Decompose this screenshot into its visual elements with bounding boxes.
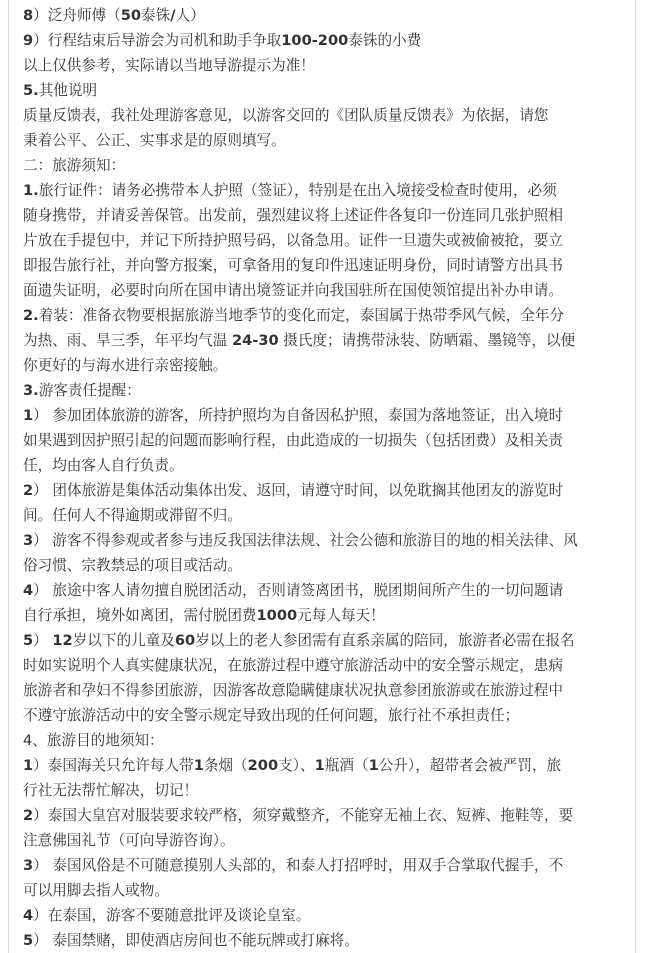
text-line: [23, 628, 627, 653]
text-line: [23, 753, 627, 778]
bold-text: 100-200: [281, 32, 349, 49]
text-line: [23, 453, 627, 478]
text-line: [23, 803, 627, 828]
text-span: 时如实说明个人真实健康状况，在旅游过程中遵守旅游活动中的安全警示规定，患病: [23, 657, 563, 674]
text-span: 任，均由客人自行负责。: [23, 457, 184, 474]
text-span: 你更好的与海水进行亲密接触。: [23, 357, 228, 374]
text-line: [23, 228, 627, 253]
text-line: [23, 353, 627, 378]
text-span: 岁以下的儿童及: [72, 632, 175, 649]
text-span: 二：旅游须知：: [23, 157, 126, 174]
text-span: 旅行证件：请务必携带本人护照（签证），特别是在出入境接受检查时使用，必须: [38, 182, 557, 199]
text-line: [23, 653, 627, 678]
text-span: 泰铢: [141, 7, 171, 24]
text-span: ）泛舟师傅（: [33, 7, 121, 24]
document-page: [8, 0, 636, 953]
text-line: [23, 578, 627, 603]
bold-text: /: [170, 7, 176, 24]
bold-text: 4: [23, 582, 34, 599]
text-span: 间。任何人不得逾期或滞留不归。: [23, 507, 242, 524]
text-span: 注意佛国礼节（可向导游咨询）。: [23, 832, 235, 849]
text-line: [23, 878, 627, 903]
bold-text: 2.: [23, 307, 39, 324]
text-span: 公升），超带者会被严罚，旅: [378, 757, 562, 774]
text-line: [23, 828, 627, 853]
text-line: [23, 128, 627, 153]
bold-text: 3: [23, 532, 34, 549]
text-line: [23, 203, 627, 228]
text-span: 面遗失证明，必要时向所在国申请出境签证并向我国驻所在国使领馆提出补办申请。: [23, 282, 563, 299]
text-span: 不遵守旅游活动中的安全警示规定导致出现的任何问题，旅行社不承担责任；: [23, 707, 520, 724]
bold-text: 1: [23, 407, 34, 424]
text-span: 随身携带，并请妥善保管。出发前，强烈建议将上述证件各复印一份连同几张护照相: [23, 207, 563, 224]
text-span: 质量反馈表，我社处理游客意见，以游客交回的《团队质量反馈表》为依据，请您: [23, 107, 549, 124]
bold-text: 8: [23, 7, 34, 24]
text-line: [23, 778, 627, 803]
text-span: 为热、雨、旱三季，年平均气温: [23, 332, 232, 349]
text-span: 以上仅供参考，实际请以当地导游提示为准！: [23, 57, 315, 74]
text-span: 4、旅游目的地须知：: [23, 732, 164, 749]
text-line: [23, 378, 627, 403]
text-line: [23, 603, 627, 628]
text-span: 瓶酒（: [324, 757, 369, 774]
text-line: [23, 253, 627, 278]
bold-text: 1: [23, 757, 34, 774]
text-line: [23, 53, 627, 78]
text-line: [23, 553, 627, 578]
text-span: 人）: [175, 7, 205, 24]
text-line: [23, 28, 627, 53]
bold-text: 24-30: [231, 332, 279, 349]
text-span: ）泰国大皇宫对服装要求较严格，须穿戴整齐，不能穿无袖上衣、短裤、拖鞋等，要: [33, 807, 574, 824]
text-span: 游客责任提醒：: [38, 382, 141, 399]
bold-text: 60: [174, 632, 196, 649]
text-span: 自行承担，境外如离团，需付脱团费: [23, 607, 257, 624]
text-span: 摄氏度；请携带泳装、防晒霜、墨镜等，以便: [278, 332, 576, 349]
text-line: [23, 153, 627, 178]
text-span: 片放在手提包中，并记下所持护照号码，以备急用。证件一旦遗失或被偷被抢，要立: [23, 232, 563, 249]
bold-text: 1000: [256, 607, 298, 624]
text-line: [23, 3, 627, 28]
text-line: [23, 78, 627, 103]
text-span: ） 团体旅游是集体活动集体出发、返回，请遵守时间，以免耽搁其他团友的游览时: [33, 482, 564, 499]
text-span: ） 游客不得参观或者参与违反我国法律法规、社会公德和旅游目的地的相关法律、风: [33, 532, 578, 549]
bold-text: 1: [193, 757, 204, 774]
bold-text: 5.: [23, 82, 39, 99]
text-span: ）泰国海关只允许每人带: [33, 757, 194, 774]
text-span: 秉着公平、公正、实事求是的原则填写。: [23, 132, 286, 149]
text-line: [23, 103, 627, 128]
text-line: [23, 478, 627, 503]
text-line: [23, 403, 627, 428]
bold-text: 2: [23, 482, 34, 499]
bold-text: 9: [23, 32, 34, 49]
bold-text: 5: [23, 632, 34, 649]
text-span: 旅游者和孕妇不得参团旅游，因游客故意隐瞒健康状况执意参团旅游或在旅游过程中: [23, 682, 563, 699]
text-span: 俗习惯、宗教禁忌的项目或活动。: [23, 557, 242, 574]
text-span: 支）、: [278, 757, 315, 774]
text-line: [23, 428, 627, 453]
text-span: 行社无法帮忙解决，切记！: [23, 782, 199, 799]
text-span: ） 泰国禁赌，即使酒店房间也不能玩牌或打麻将。: [33, 932, 359, 949]
bold-text: 2: [23, 807, 34, 824]
text-line: [23, 728, 627, 753]
text-line: [23, 678, 627, 703]
text-span: ） 参加团体旅游的游客，所持护照均为自备因私护照，泰国为落地签证，出入境时: [33, 407, 564, 424]
bold-text: 1.: [23, 182, 39, 199]
text-span: 其他说明: [38, 82, 98, 99]
bold-text: 200: [247, 757, 279, 774]
document-body: [23, 3, 627, 953]
text-line: [23, 928, 627, 953]
bold-text: 12: [52, 632, 73, 649]
text-line: [23, 303, 627, 328]
text-span: 元每人每天！: [297, 607, 385, 624]
text-line: [23, 853, 627, 878]
text-span: 即报告旅行社，并向警方报案，可拿备用的复印件迅速证明身份，同时请警方出具书: [23, 257, 563, 274]
text-line: [23, 178, 627, 203]
text-span: ） 旅途中客人请勿擅自脱团活动，否则请签离团书，脱团期间所产生的一切问题请: [33, 582, 564, 599]
bold-text: 3: [23, 857, 34, 874]
bold-text: 50: [120, 7, 142, 24]
text-span: 着装：准备衣物要根据旅游当地季节的变化而定，泰国属于热带季风气候，全年分: [38, 307, 565, 324]
text-line: [23, 503, 627, 528]
bold-text: 1: [314, 757, 325, 774]
text-line: [23, 903, 627, 928]
text-span: ）在泰国，游客不要随意批评及谈论皇室。: [33, 907, 311, 924]
text-span: ）: [33, 632, 53, 649]
text-span: 可以用脚去指人或物。: [23, 882, 169, 899]
text-span: ） 泰国风俗是不可随意摸别人头部的，和泰人打招呼时，用双手合掌取代握手，不: [33, 857, 564, 874]
text-span: 泰铢的小费: [348, 32, 422, 49]
text-line: [23, 528, 627, 553]
text-span: 岁以上的老人参团需有直系亲属的陪同，旅游者必需在报名: [195, 632, 575, 649]
text-line: [23, 278, 627, 303]
text-span: 条烟（: [203, 757, 248, 774]
bold-text: 4: [23, 907, 34, 924]
bold-text: 3.: [23, 382, 39, 399]
text-span: ）行程结束后导游会为司机和助手争取: [33, 32, 282, 49]
text-span: 如果遇到因护照引起的问题而影响行程，由此造成的一切损失（包括团费）及相关责: [23, 432, 563, 449]
text-line: [23, 703, 627, 728]
bold-text: 1: [368, 757, 379, 774]
bold-text: 5: [23, 932, 34, 949]
text-line: [23, 328, 627, 353]
